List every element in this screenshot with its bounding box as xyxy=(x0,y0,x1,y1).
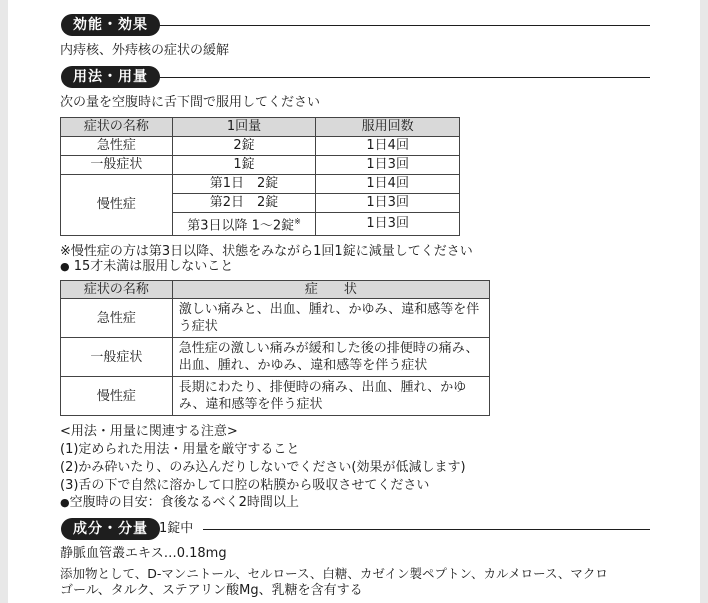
table-header-row xyxy=(61,281,490,299)
precautions-title: <用法・用量に関連する注意> xyxy=(60,424,238,439)
table-row xyxy=(61,156,460,175)
precaution-item: (1)定められた用法・用量を厳守すること xyxy=(60,442,300,457)
header-cell: 1回量 xyxy=(172,118,316,137)
table-row xyxy=(61,175,460,194)
efficacy-text: 内痔核、外痔核の症状の緩解 xyxy=(60,43,230,58)
ingredients-unit: 1錠中 xyxy=(159,521,194,536)
symptom-desc-cell: 激しい痛みと、出血、腫れ、かゆみ、違和感等を伴う症状 xyxy=(172,299,489,338)
bullet-icon: ● xyxy=(60,260,70,273)
header-cell: 症状の名称 xyxy=(61,118,173,137)
additives-line: ゴール、タルク、ステアリン酸Mg、乳糖を含有する xyxy=(60,583,363,598)
symptom-desc-cell: 急性症の激しい痛みが緩和した後の排便時の痛み、出血、腫れ、かゆみ、違和感等を伴う症状 xyxy=(172,338,489,377)
dose-cell: 第1日 2錠 xyxy=(172,175,316,194)
dosage-table xyxy=(60,117,460,236)
precaution-item: (2)かみ砕いたり、のみ込んだりしないでください(効果が低減します) xyxy=(60,460,466,475)
chronic-note: ※慢性症の方は第3日以降、状態をみながら1回1錠に減量してください xyxy=(60,244,473,259)
frequency-cell: 1日4回 xyxy=(316,175,460,194)
table-row xyxy=(61,377,490,416)
header-cell: 服用回数 xyxy=(316,118,460,137)
frequency-cell: 1日4回 xyxy=(316,137,460,156)
header-cell: 症状の名称 xyxy=(61,281,173,299)
dose-text: 第3日以降 1〜2錠 xyxy=(187,218,295,234)
frequency-cell: 1日3回 xyxy=(316,194,460,213)
table-row xyxy=(61,299,490,338)
symptom-name-cell: 一般症状 xyxy=(61,338,173,377)
ingredients-heading: 成分・分量 xyxy=(61,518,160,540)
symptom-name-cell: 一般症状 xyxy=(61,156,173,175)
package-insert-page xyxy=(8,0,700,603)
efficacy-heading: 効能・効果 xyxy=(61,14,160,36)
table-row xyxy=(61,137,460,156)
heading-rule xyxy=(158,77,650,78)
dose-cell: 2錠 xyxy=(172,137,316,156)
symptom-desc-cell: 長期にわたり、排便時の痛み、出血、腫れ、かゆみ、違和感等を伴う症状 xyxy=(172,377,489,416)
frequency-cell: 1日3回 xyxy=(316,213,460,236)
frequency-cell: 1日3回 xyxy=(316,156,460,175)
symptom-name-cell: 慢性症 xyxy=(61,377,173,416)
age-note-text: 15才未満は服用しないこと xyxy=(73,259,234,274)
symptom-name-cell: 慢性症 xyxy=(61,175,173,236)
table-row xyxy=(61,338,490,377)
main-ingredient: 静脈血管叢エキス…0.18mg xyxy=(60,546,227,561)
fasting-guide-text: 空腹時の目安：食後なるべく2時間以上 xyxy=(69,495,299,510)
usage-heading: 用法・用量 xyxy=(61,66,160,88)
symptom-name-cell: 急性症 xyxy=(61,299,173,338)
dose-cell xyxy=(172,213,316,236)
age-note xyxy=(60,259,233,275)
precaution-item: (3)舌の下で自然に溶かして口腔の粘膜から吸収させてください xyxy=(60,478,430,493)
symptom-table xyxy=(60,280,490,416)
heading-rule xyxy=(203,529,650,530)
fasting-guide xyxy=(60,495,299,511)
note-mark: ※ xyxy=(294,217,301,226)
bullet-icon: ● xyxy=(60,496,70,509)
additives-line: 添加物として、D-マンニトール、セルロース、白糖、カゼイン製ペプトン、カルメロース、マクロ xyxy=(60,566,608,581)
dose-cell: 1錠 xyxy=(172,156,316,175)
table-header-row xyxy=(61,118,460,137)
heading-rule xyxy=(158,25,650,26)
header-cell: 症 状 xyxy=(172,281,489,299)
symptom-name-cell: 急性症 xyxy=(61,137,173,156)
dose-cell: 第2日 2錠 xyxy=(172,194,316,213)
usage-intro: 次の量を空腹時に舌下間で服用してください xyxy=(60,95,321,110)
